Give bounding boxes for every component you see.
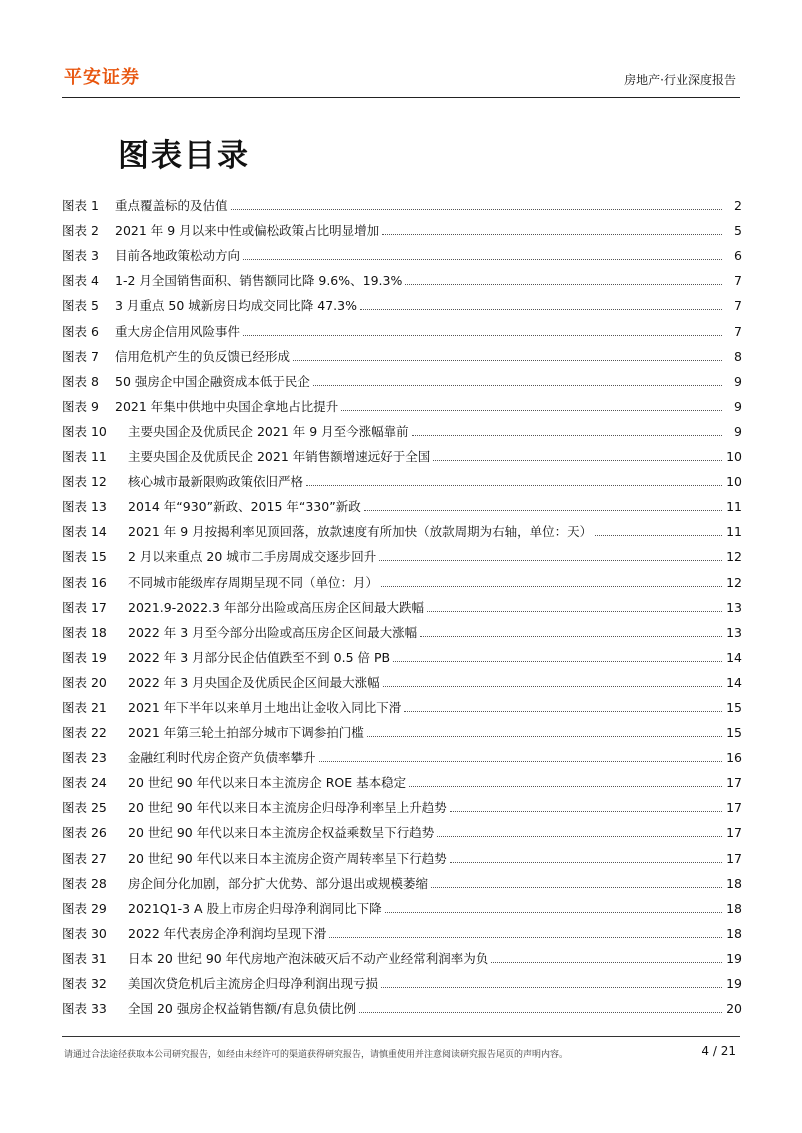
toc-entry-title: 2022 年代表房企净利润均呈现下滑 (128, 925, 327, 941)
toc-entry-page: 8 (734, 348, 742, 364)
toc-dot-leader (405, 284, 722, 285)
toc-entry[interactable] (62, 266, 742, 291)
toc-entry-label: 图表 15 (62, 549, 107, 565)
toc-entry-label: 图表 13 (62, 499, 107, 515)
toc-entry-title: 重点覆盖标的及估值 (115, 198, 228, 214)
toc-entry-title: 房企间分化加剧，部分扩大优势、部分退出或规模萎缩 (128, 875, 429, 891)
toc-entry-page: 12 (726, 549, 742, 565)
toc-entry-page: 17 (726, 775, 742, 791)
toc-entry-page: 7 (734, 298, 742, 314)
toc-entry-label: 图表 32 (62, 976, 107, 991)
toc-entry-title: 2021 年 9 月按揭利率见顶回落，放款速度有所加快（放款周期为右轴，单位：天） (128, 524, 593, 540)
toc-entry[interactable] (62, 241, 742, 266)
toc-entry-label: 图表 17 (62, 599, 107, 615)
toc-entry-page: 17 (726, 825, 742, 841)
toc-entry-page: 14 (726, 674, 742, 690)
toc-entry-page: 9 (734, 373, 742, 389)
toc-entry[interactable] (62, 668, 742, 693)
toc-entry-title: 主要央国企及优质民企 2021 年销售额增速远好于全国 (128, 449, 431, 465)
toc-dot-leader (360, 309, 722, 310)
toc-entry-label: 图表 12 (62, 474, 107, 490)
toc-entry-label: 图表 8 (62, 373, 99, 389)
toc-entry[interactable] (62, 693, 742, 718)
toc-entry-label: 图表 4 (62, 273, 99, 289)
toc-entry-label: 图表 22 (62, 725, 107, 741)
toc-dot-leader (450, 811, 722, 812)
toc-entry-title: 核心城市最新限购政策依旧严格 (128, 474, 304, 490)
toc-entry[interactable] (62, 919, 742, 944)
toc-entry[interactable] (62, 944, 742, 969)
page-number: 4 / 21 (701, 1044, 736, 1058)
footer-disclaimer: 请通过合法途径获取本公司研究报告，如经由未经许可的渠道获得研究报告，请慎重使用并注意阅读研究报告尾页的声明内容。 (64, 1050, 569, 1060)
toc-entry-page: 9 (734, 423, 742, 439)
toc-entry-label: 图表 33 (62, 1001, 107, 1017)
brand-logo: 平安证券 (64, 67, 140, 88)
toc-entry-page: 16 (726, 750, 742, 766)
toc-entry-page: 20 (726, 1001, 742, 1017)
toc-entry-page: 13 (726, 624, 742, 640)
toc-entry[interactable] (62, 342, 742, 367)
toc-entry-title: 金融红利时代房企资产负债率攀升 (128, 750, 316, 766)
toc-entry-page: 9 (734, 398, 742, 414)
toc-entry-page: 15 (726, 725, 742, 741)
toc-entry-label: 图表 19 (62, 649, 107, 665)
toc-entry-page: 10 (726, 474, 742, 490)
toc-dot-leader (431, 887, 722, 888)
toc-entry-page: 2 (734, 198, 742, 214)
toc-entry[interactable] (62, 417, 742, 442)
toc-dot-leader (385, 912, 722, 913)
toc-entry-label: 图表 11 (62, 449, 107, 465)
toc-entry-title: 2021 年下半年以来单月土地出让金收入同比下滑 (128, 699, 402, 715)
toc-entry[interactable] (62, 216, 742, 241)
toc-entry-label: 图表 25 (62, 800, 107, 816)
toc-entry-label: 图表 2 (62, 223, 99, 239)
toc-entry[interactable] (62, 743, 742, 768)
toc-entry[interactable] (62, 492, 742, 517)
toc-entry[interactable] (62, 367, 742, 392)
toc-entry-title: 不同城市能级库存周期呈现不同（单位：月） (128, 574, 379, 590)
toc-entry[interactable] (62, 994, 742, 1019)
toc-entry-label: 图表 9 (62, 398, 99, 414)
toc-entry-page: 11 (726, 499, 742, 515)
toc-entry-title: 美国次贷危机后主流房企归母净利润出现亏损 (128, 976, 379, 991)
toc-entry-label: 图表 21 (62, 699, 107, 715)
toc-entry-title: 1-2 月全国销售面积、销售额同比降 9.6%、19.3% (115, 273, 403, 289)
toc-dot-leader (404, 711, 722, 712)
toc-entry-label: 图表 20 (62, 674, 107, 690)
toc-entry[interactable] (62, 818, 742, 843)
footer-divider (62, 1036, 740, 1037)
toc-entry[interactable] (62, 291, 742, 316)
toc-entry[interactable] (62, 467, 742, 492)
toc-entry-label: 图表 24 (62, 775, 107, 791)
toc-entry-title: 20 世纪 90 年代以来日本主流房企权益乘数呈下行趋势 (128, 825, 435, 841)
toc-entry-title: 2021 年第三轮土拍部分城市下调参拍门槛 (128, 725, 364, 741)
toc-dot-leader (383, 686, 722, 687)
toc-entry[interactable] (62, 643, 742, 668)
toc-entry-label: 图表 23 (62, 750, 107, 766)
toc-entry-page: 13 (726, 599, 742, 615)
toc-dot-leader (293, 360, 722, 361)
toc-dot-leader (306, 485, 722, 486)
toc-entry[interactable] (62, 567, 742, 592)
toc-entry-page: 17 (726, 850, 742, 866)
toc-dot-leader (427, 611, 722, 612)
toc-entry-label: 图表 18 (62, 624, 107, 640)
toc-dot-leader (595, 535, 722, 536)
toc-entry-label: 图表 28 (62, 875, 107, 891)
toc-entry-title: 3 月重点 50 城新房日均成交同比降 47.3% (115, 298, 357, 314)
toc-entry-title: 信用危机产生的负反馈已经形成 (115, 348, 291, 364)
toc-dot-leader (409, 786, 722, 787)
toc-dot-leader (450, 862, 722, 863)
page-title: 图表目录 (118, 138, 250, 174)
toc-entry[interactable] (62, 894, 742, 919)
toc-entry-page: 14 (726, 649, 742, 665)
toc-dot-leader (319, 761, 722, 762)
toc-entry-title: 2 月以来重点 20 城市二手房周成交逐步回升 (128, 549, 377, 565)
toc-entry[interactable] (62, 442, 742, 467)
toc-dot-leader (367, 736, 722, 737)
toc-entry[interactable] (62, 618, 742, 643)
toc-entry-title: 2021 年集中供地中央国企拿地占比提升 (115, 398, 339, 414)
toc-dot-leader (437, 836, 722, 837)
table-of-figures (62, 191, 742, 1019)
toc-entry-label: 图表 27 (62, 850, 107, 866)
toc-dot-leader (379, 560, 722, 561)
toc-entry-label: 图表 29 (62, 900, 107, 916)
toc-dot-leader (393, 661, 722, 662)
toc-entry-label: 图表 3 (62, 248, 99, 264)
toc-entry-page: 7 (734, 273, 742, 289)
toc-entry-page: 18 (726, 925, 742, 941)
toc-dot-leader (243, 335, 722, 336)
toc-entry-page: 15 (726, 699, 742, 715)
toc-entry-page: 5 (734, 223, 742, 239)
toc-entry-title: 目前各地政策松动方向 (115, 248, 241, 264)
toc-entry-page: 19 (726, 950, 742, 966)
toc-entry[interactable] (62, 969, 742, 994)
toc-entry-page: 11 (726, 524, 742, 540)
toc-entry-label: 图表 7 (62, 348, 99, 364)
toc-entry[interactable] (62, 869, 742, 894)
toc-entry-title: 2021 年 9 月以来中性或偏松政策占比明显增加 (115, 223, 380, 239)
toc-entry-page: 12 (726, 574, 742, 590)
toc-dot-leader (364, 510, 722, 511)
toc-entry-label: 图表 31 (62, 950, 107, 966)
toc-entry-page: 17 (726, 800, 742, 816)
toc-entry-title: 2021.9-2022.3 年部分出险或高压房企区间最大跌幅 (128, 599, 424, 615)
report-category: 房地产·行业深度报告 (624, 73, 736, 87)
toc-entry-label: 图表 14 (62, 524, 107, 540)
toc-entry-label: 图表 16 (62, 574, 107, 590)
toc-entry-label: 图表 10 (62, 423, 107, 439)
toc-entry-title: 日本 20 世纪 90 年代房地产泡沫破灭后不动产业经常利润率为负 (128, 950, 489, 966)
toc-entry-label: 图表 1 (62, 198, 99, 214)
toc-entry[interactable] (62, 542, 742, 567)
toc-entry-title: 20 世纪 90 年代以来日本主流房企 ROE 基本稳定 (128, 775, 407, 791)
toc-entry-label: 图表 6 (62, 323, 99, 339)
toc-dot-leader (243, 259, 722, 260)
toc-dot-leader (491, 962, 722, 963)
toc-entry-page: 19 (726, 976, 742, 991)
toc-dot-leader (381, 987, 722, 988)
toc-dot-leader (382, 234, 722, 235)
toc-entry-title: 20 世纪 90 年代以来日本主流房企归母净利率呈上升趋势 (128, 800, 447, 816)
toc-dot-leader (412, 435, 722, 436)
toc-dot-leader (433, 460, 722, 461)
toc-entry-title: 2014 年“930”新政、2015 年“330”新政 (128, 499, 361, 515)
toc-entry-page: 6 (734, 248, 742, 264)
toc-dot-leader (359, 1012, 722, 1013)
toc-dot-leader (341, 410, 722, 411)
toc-entry[interactable] (62, 718, 742, 743)
toc-entry[interactable] (62, 768, 742, 793)
toc-entry[interactable] (62, 392, 742, 417)
toc-entry-page: 10 (726, 449, 742, 465)
toc-entry-page: 18 (726, 875, 742, 891)
toc-dot-leader (381, 586, 722, 587)
toc-entry-page: 18 (726, 900, 742, 916)
toc-entry-title: 主要央国企及优质民企 2021 年 9 月至今涨幅靠前 (128, 423, 409, 439)
toc-entry-label: 图表 5 (62, 298, 99, 314)
toc-entry[interactable] (62, 191, 742, 216)
toc-dot-leader (231, 209, 722, 210)
toc-entry-label: 图表 30 (62, 925, 107, 941)
toc-entry-title: 全国 20 强房企权益销售额/有息负债比例 (128, 1001, 357, 1017)
toc-dot-leader (420, 636, 722, 637)
toc-entry[interactable] (62, 517, 742, 542)
toc-entry-title: 20 世纪 90 年代以来日本主流房企资产周转率呈下行趋势 (128, 850, 447, 866)
toc-entry-page: 7 (734, 323, 742, 339)
toc-entry-title: 2022 年 3 月央国企及优质民企区间最大涨幅 (128, 674, 380, 690)
toc-dot-leader (313, 385, 722, 386)
toc-entry-title: 2022 年 3 月部分民企估值跌至不到 0.5 倍 PB (128, 649, 391, 665)
toc-dot-leader (329, 937, 722, 938)
header-divider (62, 97, 740, 98)
toc-entry-label: 图表 26 (62, 825, 107, 841)
toc-entry-title: 2021Q1-3 A 股上市房企归母净利润同比下降 (128, 900, 382, 916)
toc-entry[interactable] (62, 593, 742, 618)
toc-entry-title: 重大房企信用风险事件 (115, 323, 241, 339)
toc-entry[interactable] (62, 793, 742, 818)
toc-entry-title: 2022 年 3 月至今部分出险或高压房企区间最大涨幅 (128, 624, 418, 640)
toc-entry-title: 50 强房企中国企融资成本低于民企 (115, 373, 310, 389)
toc-entry[interactable] (62, 843, 742, 868)
toc-entry[interactable] (62, 316, 742, 341)
